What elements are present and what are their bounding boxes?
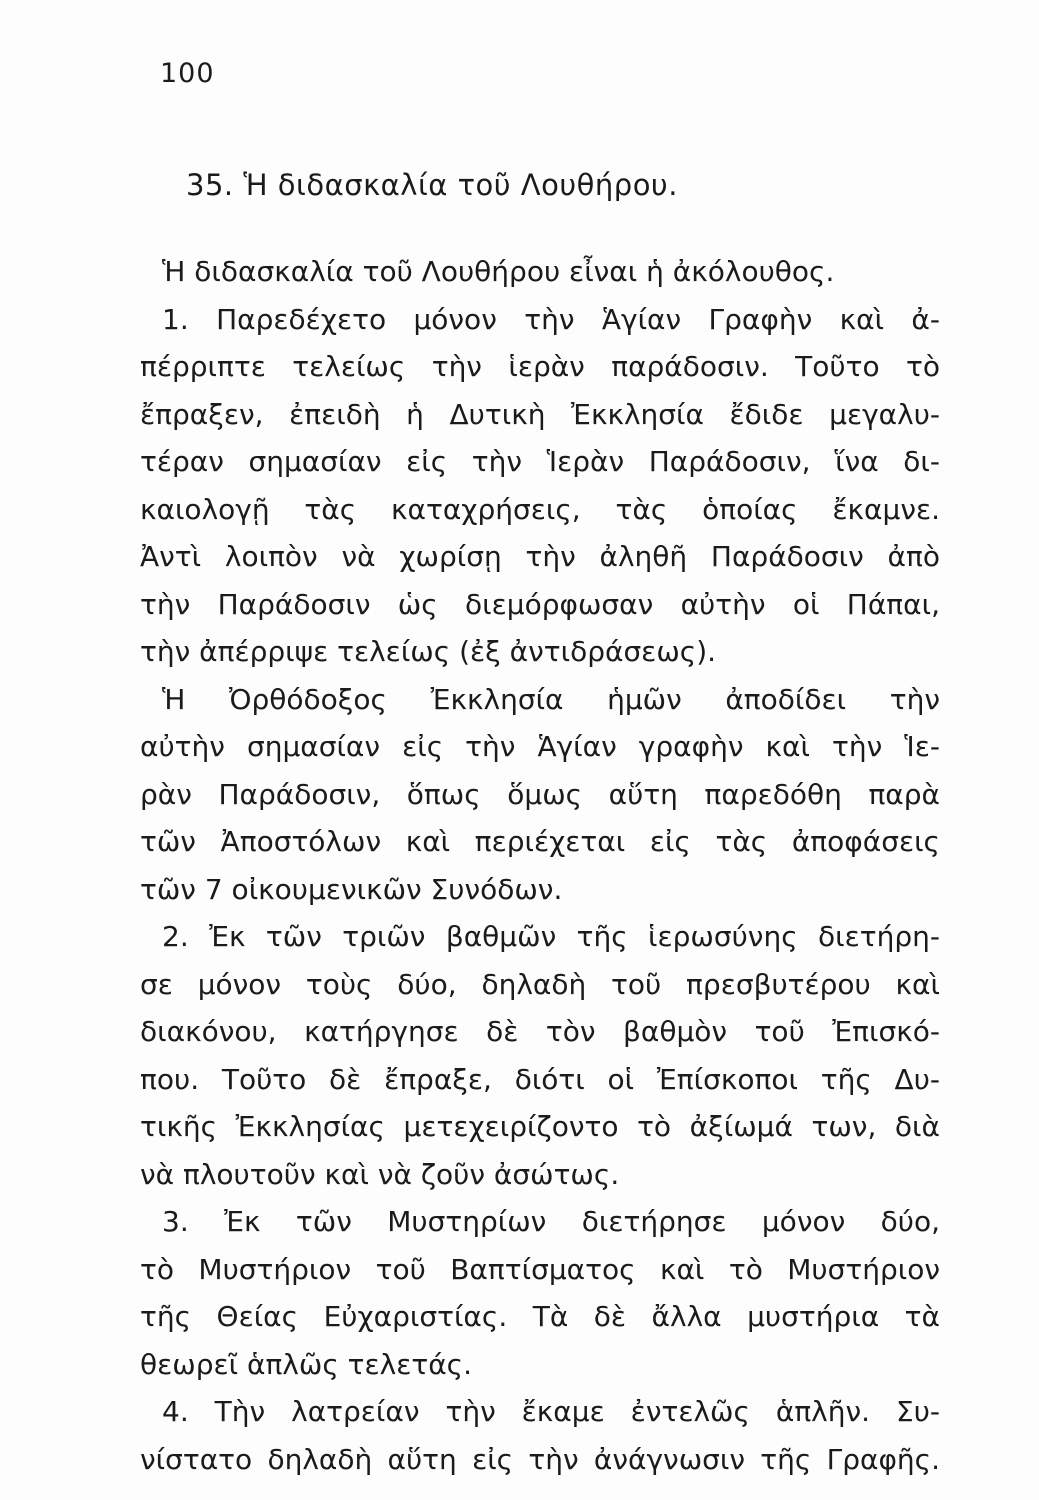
text-line: 1. Παρεδέχετο μόνον τὴν Ἁγίαν Γραφὴν καὶ ἀ- — [162, 302, 940, 336]
body-text — [140, 248, 940, 1483]
text-line: πέρριπτε τελείως τὴν ἱερὰν παράδοσιν. Τοῦτο τὸ — [140, 350, 940, 383]
text-line: τικῆς Ἐκκλησίας μετεχειρίζοντο τὸ ἀξίωμά των, διὰ — [140, 1110, 940, 1143]
page-number: 100 — [160, 58, 215, 89]
text-line: Ἡ Ὀρθόδοξος Ἐκκλησία ἡμῶν ἀποδίδει τὴν — [162, 682, 940, 716]
text-line: σε μόνον τοὺς δύο, δηλαδὴ τοῦ πρεσβυτέρου καὶ — [140, 967, 940, 1001]
text-line: νὰ πλουτοῦν καὶ νὰ ζοῦν ἀσώτως. — [140, 1157, 620, 1191]
text-line: 2. Ἐκ τῶν τριῶν βαθμῶν τῆς ἱερωσύνης διετήρη- — [162, 920, 940, 953]
text-line: καιολογῇ τὰς καταχρήσεις, τὰς ὁποίας ἔκαμνε. — [140, 492, 940, 526]
text-line: 3. Ἐκ τῶν Μυστηρίων διετήρησε μόνον δύο, — [162, 1205, 940, 1238]
text-line: τὸ Μυστήριον τοῦ Βαπτίσματος καὶ τὸ Μυστήριον — [140, 1252, 940, 1286]
text-line: θεωρεῖ ἁπλῶς τελετάς. — [140, 1347, 473, 1381]
text-line: τῶν 7 οἰκουμενικῶν Συνόδων. — [140, 872, 563, 906]
text-line: τῶν Ἀποστόλων καὶ περιέχεται εἰς τὰς ἀποφάσεις — [140, 825, 940, 858]
text-line: 4. Τὴν λατρείαν τὴν ἔκαμε ἐντελῶς ἁπλῆν. Συ- — [162, 1395, 940, 1428]
text-line: τὴν ἀπέρριψε τελείως (ἐξ ἀντιδράσεως). — [140, 635, 717, 668]
text-line: τέραν σημασίαν εἰς τὴν Ἱερὰν Παράδοσιν, ἵνα δι- — [140, 445, 940, 478]
text-line: που. Τοῦτο δὲ ἔπραξε, διότι οἱ Ἐπίσκοποι τῆς Δυ- — [140, 1062, 940, 1096]
text-line: ρὰν Παράδοσιν, ὅπως ὅμως αὕτη παρεδόθη παρὰ — [140, 777, 940, 811]
text-line: Ἡ διδασκαλία τοῦ Λουθήρου εἶναι ἡ ἀκόλουθος. — [162, 255, 835, 288]
text-line: τῆς Θείας Εὐχαριστίας. Τὰ δὲ ἄλλα μυστήρια τὰ — [140, 1300, 940, 1333]
text-line: νίστατο δηλαδὴ αὕτη εἰς τὴν ἀνάγνωσιν τῆς Γραφῆς. — [140, 1442, 940, 1476]
text-line: αὐτὴν σημασίαν εἰς τὴν Ἁγίαν γραφὴν καὶ τὴν Ἱε- — [140, 730, 940, 763]
text-line: ἔπραξεν, ἐπειδὴ ἡ Δυτικὴ Ἐκκλησία ἔδιδε μεγαλυ- — [140, 397, 940, 431]
text-line: τὴν Παράδοσιν ὡς διεμόρφωσαν αὐτὴν οἱ Πάπαι, — [140, 587, 940, 621]
text-line: Ἀντὶ λοιπὸν νὰ χωρίσῃ τὴν ἀληθῆ Παράδοσιν ἀπὸ — [140, 540, 940, 573]
chapter-heading: 35. Ἡ διδασκαλία τοῦ Λουθήρου. — [186, 168, 678, 202]
text-line: διακόνου, κατήργησε δὲ τὸν βαθμὸν τοῦ Ἐπισκό- — [140, 1015, 940, 1048]
